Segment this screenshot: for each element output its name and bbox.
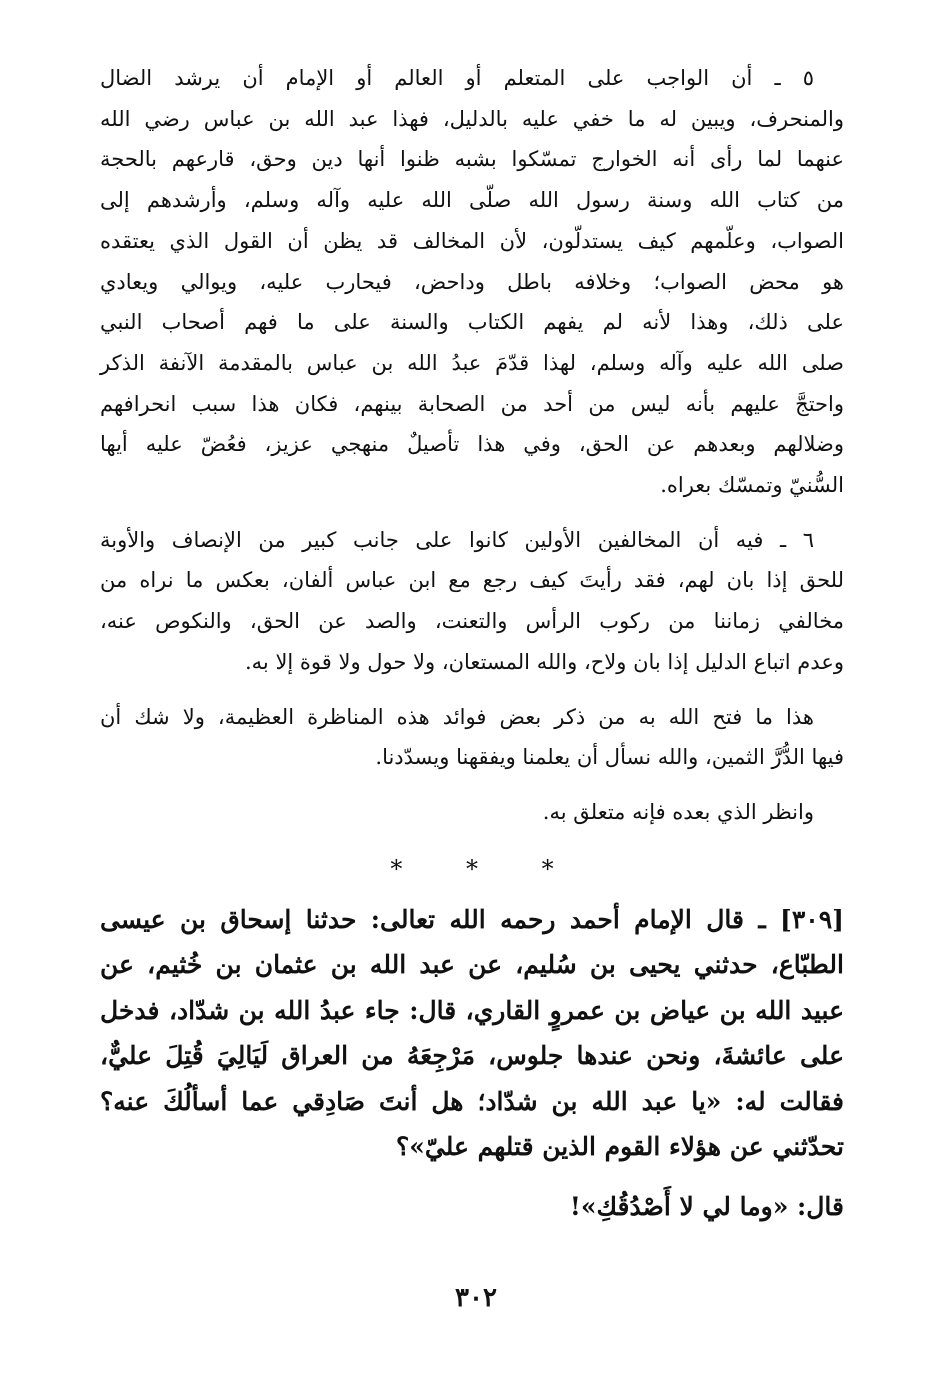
hadith-text [100, 897, 844, 1170]
text-line: ٦ ـ فيه أن المخالفين الأولين كانوا على جانب كبير من الإنصاف والأوبة [100, 527, 814, 552]
hadith-reply: قال: «وما لي لا أَصْدُقُكِ»! [569, 1191, 844, 1221]
page-body [100, 58, 844, 1229]
hadith-line: الطبّاع، حدثني يحيى بن سُليم، عن عبد الله بن عثمان بن خُثيم، عن [100, 950, 844, 980]
hadith-line: تحدّثني عن هؤلاء القوم الذين قتلهم عليّ»؟ [396, 1132, 844, 1162]
text-line: على ذلك، وهذا لأنه لم يفهم الكتاب والسنة على ما فهم أصحاب النبي [100, 310, 844, 335]
text-line: للحق إذا بان لهم، فقد رأيتَ كيف رجع مع ابن عباس ألفان، بعكس ما نراه من [100, 568, 844, 593]
footnote-6 [100, 520, 844, 683]
hadith-line: عبيد الله بن عياض بن عمروٍ القاري، قال: جاء عبدُ الله بن شدّاد، فدخل [100, 995, 844, 1025]
text-line: والمنحرف، ويبين له ما خفي عليه بالدليل، فهذا عبد الله بن عباس رضي الله [100, 106, 844, 131]
text-line: وانظر الذي بعده فإنه متعلق به. [542, 799, 814, 824]
footnote-5 [100, 58, 844, 506]
text-line: وعدم اتباع الدليل إذا بان ولاح، والله المستعان، ولا حول ولا قوة إلا به. [244, 649, 844, 674]
page-number: ٣٠٢ [455, 1283, 497, 1313]
text-line: الصواب، وعلّمهم كيف يستدلّون، لأن المخالف قد يظن أن القول الذي يعتقده [100, 228, 844, 253]
text-line: فيها الدُّرَّ الثمين، والله نسأل أن يعلمنا ويفقهنا ويسدّدنا. [375, 745, 844, 770]
text-line: واحتجَّ عليهم بأنه ليس من أحد من الصحابة بينهم، فكان هذا سبب انحرافهم [100, 391, 844, 416]
hadith-line: [٣٠٩] ـ قال الإمام أحمد رحمه الله تعالى: حدثنا إسحاق بن عيسى [100, 904, 844, 934]
text-line: صلى الله عليه وآله وسلم، لهذا قدّمَ عبدُ الله بن عباس بالمقدمة الآنفة الذكر [100, 350, 844, 375]
hadith-line: فقالت له: «يا عبد الله بن شدّاد؛ هل أنتَ صَادِقي عما أسألُكَ عنه؟ [100, 1086, 844, 1116]
section-separator: * * * [390, 854, 582, 883]
hadith-line: على عائشةَ، ونحن عندها جلوس، مَرْجِعَهُ من العراق لَيَالِيَ قُتِلَ عليٌّ، [100, 1041, 844, 1071]
text-line: هو محض الصواب؛ وخلافه باطل وداحض، فيحارب عليه، ويوالي ويعادي [100, 269, 844, 294]
text-line: السُّنيّ وتمسّك بعراه. [660, 473, 844, 498]
text-line: مخالفي زماننا من ركوب الرأس والتعنت، والصد عن الحق، والنكوص عنه، [100, 609, 844, 634]
text-line: هذا ما فتح الله به من ذكر بعض فوائد هذه المناظرة العظيمة، ولا شك أن [100, 704, 814, 729]
text-line: عنهما لما رأى أنه الخوارج تمسّكوا بشبه ظنوا أنها دين وحق، قارعهم بالحجة [100, 147, 844, 172]
text-line: وضلالهم وبعدهم عن الحق، وفي هذا تأصيلٌ منهجي عزيز، فعُضّ عليه أيها [100, 432, 844, 457]
text-line: من كتاب الله وسنة رسول الله صلّى الله عليه وآله وسلم، وأرشدهم إلى [100, 188, 844, 213]
closing-paragraph [100, 697, 844, 778]
text-line: ٥ ـ أن الواجب على المتعلم أو العالم أو الإمام أن يرشد الضال [100, 66, 814, 90]
see-next-note [100, 792, 844, 833]
